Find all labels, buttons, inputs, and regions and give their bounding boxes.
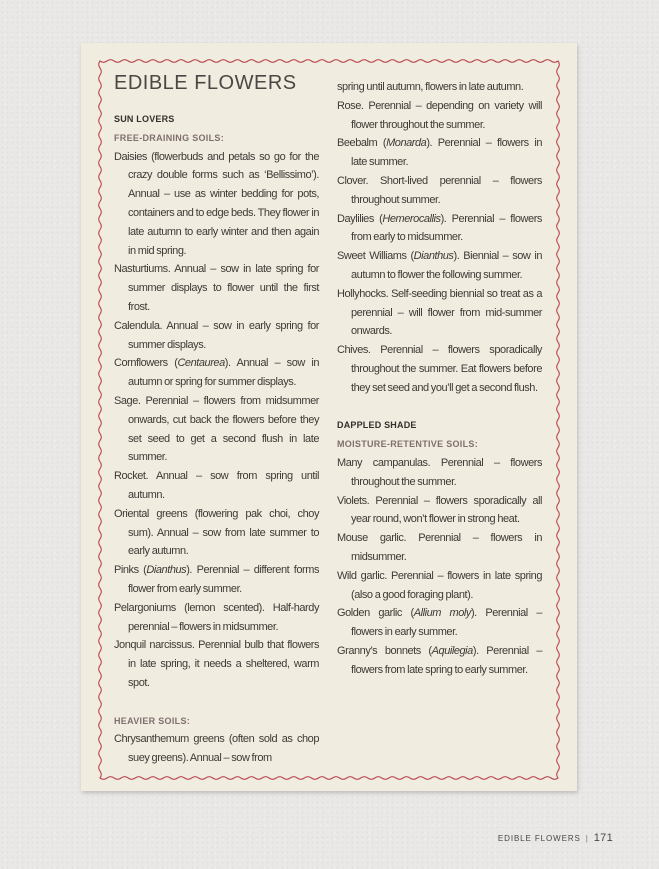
entry-text: Rose. Perennial – depending on variety will flower throughout the summer.: [337, 99, 542, 131]
entry-text: Oriental greens (flowering pak choi, choy sum). Annual – sow from late summer to early autumn.: [114, 507, 319, 558]
list-item: [337, 210, 542, 248]
list-item: [114, 505, 319, 561]
list-item: [337, 642, 542, 680]
entry-text: Wild garlic. Perennial – flowers in late spring (also a good foraging plant).: [337, 569, 542, 601]
entry-text: ). Perennial – flowers from early to midsummer.: [351, 212, 542, 244]
entry-text: Violets. Perennial – flowers sporadically all year round, won’t flower in strong heat.: [337, 494, 542, 526]
right-entries: [337, 78, 542, 398]
latin-name: Monarda: [386, 137, 427, 150]
left-entries-heavier: [114, 730, 319, 768]
list-item: [114, 599, 319, 637]
entry-text: Chrysanthemum greens (often sold as chop suey greens). Annual – sow from: [114, 733, 319, 765]
list-item: [337, 172, 542, 210]
right-entries-dappled: [337, 454, 542, 680]
entry-text: Daylilies (: [337, 212, 383, 225]
entry-text: ). Perennial – flowers in early summer.: [351, 607, 542, 639]
entry-text: ). Perennial – different forms flower from early summer.: [128, 564, 319, 595]
subsection-free-draining: FREE-DRAINING SOILS:: [114, 132, 225, 143]
entry-text: Many campanulas. Perennial – flowers throughout the summer.: [337, 456, 542, 488]
entry-text: Pinks (: [114, 564, 147, 577]
list-item: [337, 604, 542, 642]
left-entries: [114, 148, 319, 693]
list-item: [337, 492, 542, 530]
entry-text: Chives. Perennial – flowers sporadically throughout the summer. Eat flowers before they set seed and you’ll get a second flush.: [337, 344, 542, 394]
list-item: [114, 730, 319, 768]
latin-name: Aquilegia: [431, 644, 473, 657]
latin-name: Centaurea: [177, 357, 225, 370]
entry-text: ). Biennial – sow in autumn to flower the following summer.: [351, 250, 542, 281]
entry-text: ). Annual – sow in autumn or spring for summer displays.: [128, 357, 319, 389]
entry-text: spring until autumn, flowers in late autumn.: [337, 81, 524, 93]
entry-text: ). Perennial – flowers in late summer.: [351, 137, 542, 169]
list-item: [114, 392, 319, 467]
entry-text: Mouse garlic. Perennial – flowers in midsummer.: [337, 532, 542, 563]
entry-text: Daisies (flowerbuds and petals so go for the crazy double forms such as ‘Bellissimo’). Annual – use as winter bedding for pots, containers and to edge beds. They flower in late autumn to early winter and then again in mid spring.: [114, 150, 319, 257]
entry-text: Golden garlic (: [337, 607, 414, 620]
list-item: [114, 148, 319, 261]
entry-text: ). Perennial – flowers from late spring to early summer.: [351, 644, 542, 676]
latin-name: Hemerocallis: [382, 212, 441, 225]
latin-name: Dianthus: [413, 250, 454, 263]
entry-text: Sage. Perennial – flowers from midsummer onwards, cut back the flowers before they set seed to get a second flush in late summer.: [114, 394, 319, 464]
list-item: [337, 529, 542, 567]
list-item: [114, 467, 319, 505]
entry-text: Calendula. Annual – sow in early spring for summer displays.: [114, 319, 319, 351]
footer-divider: |: [585, 834, 589, 843]
list-item: [337, 78, 542, 97]
entry-text: Sweet Williams (: [337, 250, 414, 263]
list-item: [337, 97, 542, 135]
list-item: [114, 354, 319, 392]
latin-name: Allium moly: [413, 607, 471, 620]
list-item: [114, 636, 319, 692]
footer-label: EDIBLE FLOWERS: [497, 834, 581, 843]
entry-text: Jonquil narcissus. Perennial bulb that flowers in late spring, it needs a sheltered, warm spot.: [114, 639, 319, 689]
list-item: [337, 285, 542, 341]
entry-text: Clover. Short-lived perennial – flowers throughout summer.: [337, 174, 542, 206]
list-item: [114, 561, 319, 599]
page-number: 171: [593, 832, 613, 844]
latin-name: Dianthus: [146, 564, 187, 577]
left-column: [114, 78, 319, 768]
entry-text: Rocket. Annual – sow from spring until autumn.: [114, 470, 319, 501]
subsection-moisture-retentive: MOISTURE-RETENTIVE SOILS:: [337, 439, 479, 450]
entry-text: Hollyhocks. Self-seeding biennial so treat as a perennial – will flower from mid-summer onwards.: [337, 287, 542, 338]
page-title: EDIBLE FLOWERS: [114, 72, 297, 94]
section-dappled-shade: DAPPLED SHADE: [337, 420, 417, 431]
entry-text: Beebalm (: [337, 137, 387, 150]
right-column: [337, 78, 542, 680]
list-item: [337, 341, 542, 397]
page-footer: [498, 832, 613, 844]
list-item: [114, 260, 319, 316]
entry-text: Granny’s bonnets (: [337, 644, 432, 657]
entry-text: Cornflowers (: [114, 357, 178, 370]
entry-text: Pelargoniums (lemon scented). Half-hardy perennial – flowers in midsummer.: [114, 601, 319, 633]
list-item: [337, 567, 542, 605]
subsection-heavier-soils: HEAVIER SOILS:: [114, 715, 191, 726]
list-item: [337, 247, 542, 285]
entry-text: Nasturtiums. Annual – sow in late spring for summer displays to flower until the first frost.: [114, 263, 319, 313]
list-item: [337, 134, 542, 172]
section-sun-lovers: SUN LOVERS: [114, 114, 175, 124]
list-item: [114, 317, 319, 355]
list-item: [337, 454, 542, 492]
